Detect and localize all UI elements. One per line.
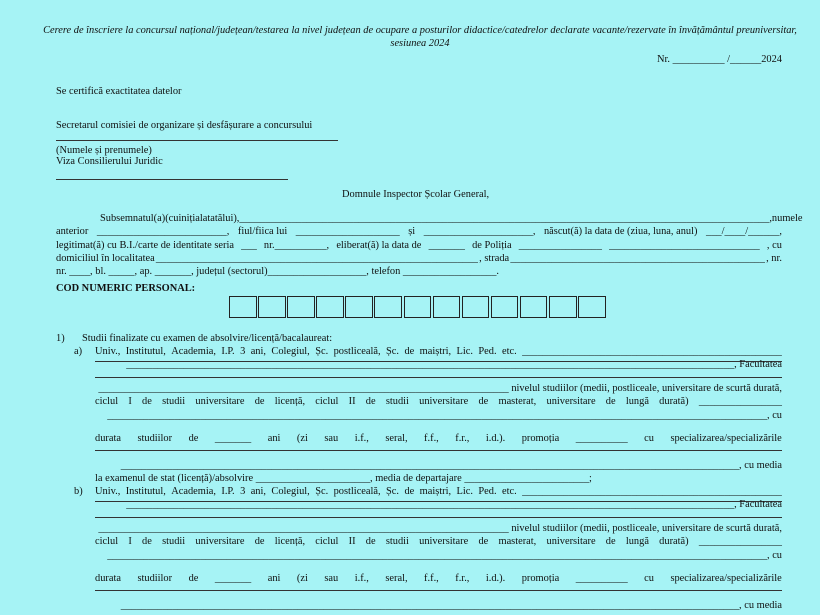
duration-word: sau [324, 433, 339, 444]
cycle-word: II [348, 396, 356, 407]
duration-word: i.f., [354, 573, 369, 584]
duration-word: i.f., [354, 433, 369, 444]
duration-word: sau [324, 573, 339, 584]
duration-word: cu [644, 433, 654, 444]
institution-word: de [404, 486, 415, 497]
duration-word: __________ [575, 433, 628, 444]
cycle-word: studii [385, 396, 409, 407]
duration-word: durata [95, 433, 121, 444]
institution-word: Ped. [478, 346, 497, 357]
institution-word: Colegiul, [271, 346, 310, 357]
duration-word: _______ [214, 433, 252, 444]
body-word: ____________________ [295, 226, 400, 237]
average-line: _______________________________________________________________________________________________________________________, cu media [120, 600, 782, 611]
institution-word: Șc. [386, 346, 400, 357]
cycle-word: ciclul [315, 396, 339, 407]
body-word: ______________________________________________________________ [155, 253, 478, 264]
cycle-word: ________________ [698, 536, 782, 547]
cycle-word: I [128, 536, 132, 547]
cycle-word: studii [162, 536, 186, 547]
institution-word: 3 [240, 486, 246, 497]
duration-word: f.r., [455, 433, 470, 444]
body-word: _______ [428, 240, 465, 251]
duration-word: cu [644, 573, 654, 584]
institution-word: I.P. [221, 346, 235, 357]
body-word: nr.__________, [263, 240, 330, 251]
body-word: inițiala [178, 213, 208, 224]
duration-word: de [188, 433, 199, 444]
cycle-word: universitare [419, 396, 469, 407]
cycle-word: lungă [625, 396, 649, 407]
cnp-digit-box[interactable] [404, 296, 432, 318]
cycle-word: de [605, 536, 616, 547]
duration-word: ani [267, 573, 281, 584]
institution-line [95, 486, 782, 498]
cycle-word: universitare [546, 396, 596, 407]
cycle-word: universitare [546, 536, 596, 547]
body-word: eliberat(ă) la data de [336, 240, 422, 251]
duration-word: i.d.). [485, 433, 506, 444]
body-word: _____________________, [423, 226, 536, 237]
duration-word: specializarea/specializările [670, 433, 782, 444]
duration-line [95, 433, 782, 445]
institution-word: postliceală, [333, 486, 381, 497]
duration-word: promoția [521, 573, 560, 584]
duration-word: f.r., [455, 573, 470, 584]
blank-line [95, 517, 782, 518]
institution-word: Șc. [386, 486, 400, 497]
cycle-word: de [365, 536, 376, 547]
cnp-digit-box[interactable] [520, 296, 548, 318]
body-word: tatălui), [207, 213, 240, 224]
cycle-word: universitare [419, 536, 469, 547]
body-word: , strada [479, 253, 510, 264]
duration-word: seral, [385, 433, 408, 444]
cnp-digit-box[interactable] [491, 296, 519, 318]
cycle-word: masterat, [498, 536, 537, 547]
body-word: ________________ [518, 240, 602, 251]
body-word: numele [771, 213, 803, 224]
institution-word: 3 [240, 346, 246, 357]
institution-word: Univ., [95, 346, 121, 357]
cycle-word: de [142, 536, 152, 547]
secretary-label: Secretarul comisiei de organizare și desfășurare a concursului [56, 120, 313, 131]
cnp-digit-box[interactable] [316, 296, 344, 318]
body-word: _________________________________________________ [510, 253, 765, 264]
cycle-word: de [478, 536, 489, 547]
institution-word: Lic. [456, 346, 473, 357]
cycle-line [95, 536, 782, 548]
duration-word: f.f., [424, 433, 439, 444]
institution-word: Lic. [456, 486, 473, 497]
legal-advisor-signature-line [56, 179, 288, 180]
section-number: 1) [56, 333, 65, 344]
item-letter: b) [74, 486, 83, 497]
cycle-word: ciclul [95, 396, 119, 407]
cycle-word: licență, [274, 536, 306, 547]
body-word: _________________________, [96, 226, 230, 237]
institution-word: Academia, [171, 486, 216, 497]
cnp-digit-box[interactable] [578, 296, 606, 318]
cnp-digit-box[interactable] [374, 296, 402, 318]
exam-line: la examenul de stat (licență)/absolvire ______________________, media de departajare ________________________; [95, 473, 592, 484]
name-label: (Numele și prenumele) [56, 145, 152, 156]
registration-number: Nr. __________ /______2024 [657, 54, 782, 65]
duration-word: ani [267, 433, 281, 444]
body-line-4 [56, 253, 782, 265]
institution-word: __________________________________________________ [522, 346, 782, 357]
salutation: Domnule Inspector Școlar General, [342, 189, 490, 200]
cycle-word: lungă [625, 536, 649, 547]
body-word: născut(ă) la data de (ziua, luna, anul) [543, 226, 698, 237]
institution-word: Șc. [315, 346, 329, 357]
institution-word: I.P. [221, 486, 235, 497]
form-title: Cerere de înscriere la concursul național/județean/testarea la nivel județean de ocupare a posturilor didactice/catedrelor declarate vacante/rezervate în învățământul preuniversitar, sesiunea 2024 [43, 25, 797, 49]
body-line-5: nr. ____, bl. _____, ap. _______, județul (sectorul)___________________, telefon __________________. [56, 266, 500, 277]
cnp-digit-box[interactable] [287, 296, 315, 318]
cycle-word: studii [162, 396, 186, 407]
body-word: de Poliția [472, 240, 512, 251]
body-word: legitimat(ă) cu B.I./carte de identitate seria [56, 240, 235, 251]
duration-word: studiilor [137, 433, 173, 444]
duration-word: __________ [575, 573, 628, 584]
cycle-word: de [365, 396, 376, 407]
institution-word: Ped. [478, 486, 497, 497]
institution-word: maiștri, [419, 346, 452, 357]
body-word: ___ [241, 240, 257, 251]
institution-word: Șc. [315, 486, 329, 497]
body-word: ___/____/______, [706, 226, 782, 237]
body-word: anterior [56, 226, 89, 237]
cnp-digit-box[interactable] [229, 296, 257, 318]
cycle-word: ciclul [315, 536, 339, 547]
cycle-word: universitare [195, 536, 245, 547]
legal-advisor-label: Viza Consilierului Juridic [56, 156, 163, 167]
cycle-word: de [142, 396, 152, 407]
cnp-digit-box[interactable] [258, 296, 286, 318]
institution-word: de [404, 346, 415, 357]
cycle-word: de [605, 396, 616, 407]
cnp-label: COD NUMERIC PERSONAL: [56, 283, 196, 294]
studies-heading: Studii finalizate cu examen de absolvire/licență/bacalaureat: [82, 333, 333, 344]
body-word: fiul/fiica lui [237, 226, 288, 237]
cycle-word: durată) [659, 536, 689, 547]
item-letter: a) [74, 346, 83, 357]
faculty-line: _____________________________________________________________________________________________________________________, Facultatea [126, 359, 782, 370]
cycle-word: de [254, 536, 265, 547]
institution-word: ani, [250, 346, 266, 357]
institution-word: etc. [501, 346, 517, 357]
body-line-1 [56, 213, 803, 225]
blank-line [95, 450, 782, 451]
body-line-2 [56, 226, 782, 238]
institution-word: Institutul, [125, 486, 166, 497]
duration-word: specializarea/specializările [670, 573, 782, 584]
cycle-word: masterat, [498, 396, 537, 407]
duration-word: seral, [385, 573, 408, 584]
duration-word: durata [95, 573, 121, 584]
field-line: _______________________________________________________________________________________________________________________________, cu [107, 550, 782, 561]
institution-word: Academia, [171, 346, 216, 357]
institution-word: __________________________________________________ [522, 486, 782, 497]
cycle-word: durată) [659, 396, 689, 407]
cycle-word: ciclul [95, 536, 119, 547]
institution-word: ani, [250, 486, 266, 497]
secretary-signature-line [56, 140, 338, 141]
faculty-line: _____________________________________________________________________________________________________________________, Facultatea [126, 499, 782, 510]
body-word: și [408, 226, 416, 237]
duration-word: f.f., [424, 573, 439, 584]
institution-word: Colegiul, [271, 486, 310, 497]
cycle-word: licență, [274, 396, 306, 407]
cnp-boxes[interactable] [229, 296, 607, 318]
cycle-word: ________________ [698, 396, 782, 407]
duration-word: studiilor [137, 573, 173, 584]
cycle-word: universitare [195, 396, 245, 407]
body-word: , nr. [766, 253, 782, 264]
institution-word: etc. [501, 486, 517, 497]
body-word: (cu [165, 213, 179, 224]
cycle-line [95, 396, 782, 408]
body-line-3 [56, 240, 782, 252]
duration-word: (zi [296, 433, 308, 444]
body-word: ______________________________________________________________________________________________________, [239, 213, 772, 224]
duration-word: i.d.). [485, 573, 506, 584]
cnp-digit-box[interactable] [345, 296, 373, 318]
duration-word: promoția [521, 433, 560, 444]
duration-word: (zi [296, 573, 308, 584]
institution-word: maiștri, [419, 486, 452, 497]
duration-word: de [188, 573, 199, 584]
blank-line [95, 590, 782, 591]
body-word: domiciliul în localitatea [56, 253, 155, 264]
cycle-word: studii [385, 536, 409, 547]
body-word: Subsemnatul(a) [100, 213, 166, 224]
level-line: _______________________________________________________________________________ nivelul studiilor (medii, postliceale, universitare de scurtă durată, [98, 523, 782, 534]
field-line: _______________________________________________________________________________________________________________________________, cu [107, 410, 782, 421]
cycle-word: de [478, 396, 489, 407]
cycle-word: II [348, 536, 356, 547]
cnp-digit-box[interactable] [462, 296, 490, 318]
certify-text: Se certifică exactitatea datelor [56, 86, 182, 97]
body-word: , cu [766, 240, 782, 251]
duration-line [95, 573, 782, 585]
cnp-digit-box[interactable] [433, 296, 461, 318]
cycle-word: de [254, 396, 265, 407]
cycle-word: I [128, 396, 132, 407]
body-word: _____________________________ [609, 240, 760, 251]
institution-word: Univ., [95, 486, 121, 497]
institution-line [95, 346, 782, 358]
blank-line [95, 377, 782, 378]
institution-word: postliceală, [333, 346, 381, 357]
institution-word: Institutul, [125, 346, 166, 357]
duration-word: _______ [214, 573, 252, 584]
level-line: _______________________________________________________________________________ nivelul studiilor (medii, postliceale, universitare de scurtă durată, [98, 383, 782, 394]
average-line: _______________________________________________________________________________________________________________________, cu media [120, 460, 782, 471]
cnp-digit-box[interactable] [549, 296, 577, 318]
